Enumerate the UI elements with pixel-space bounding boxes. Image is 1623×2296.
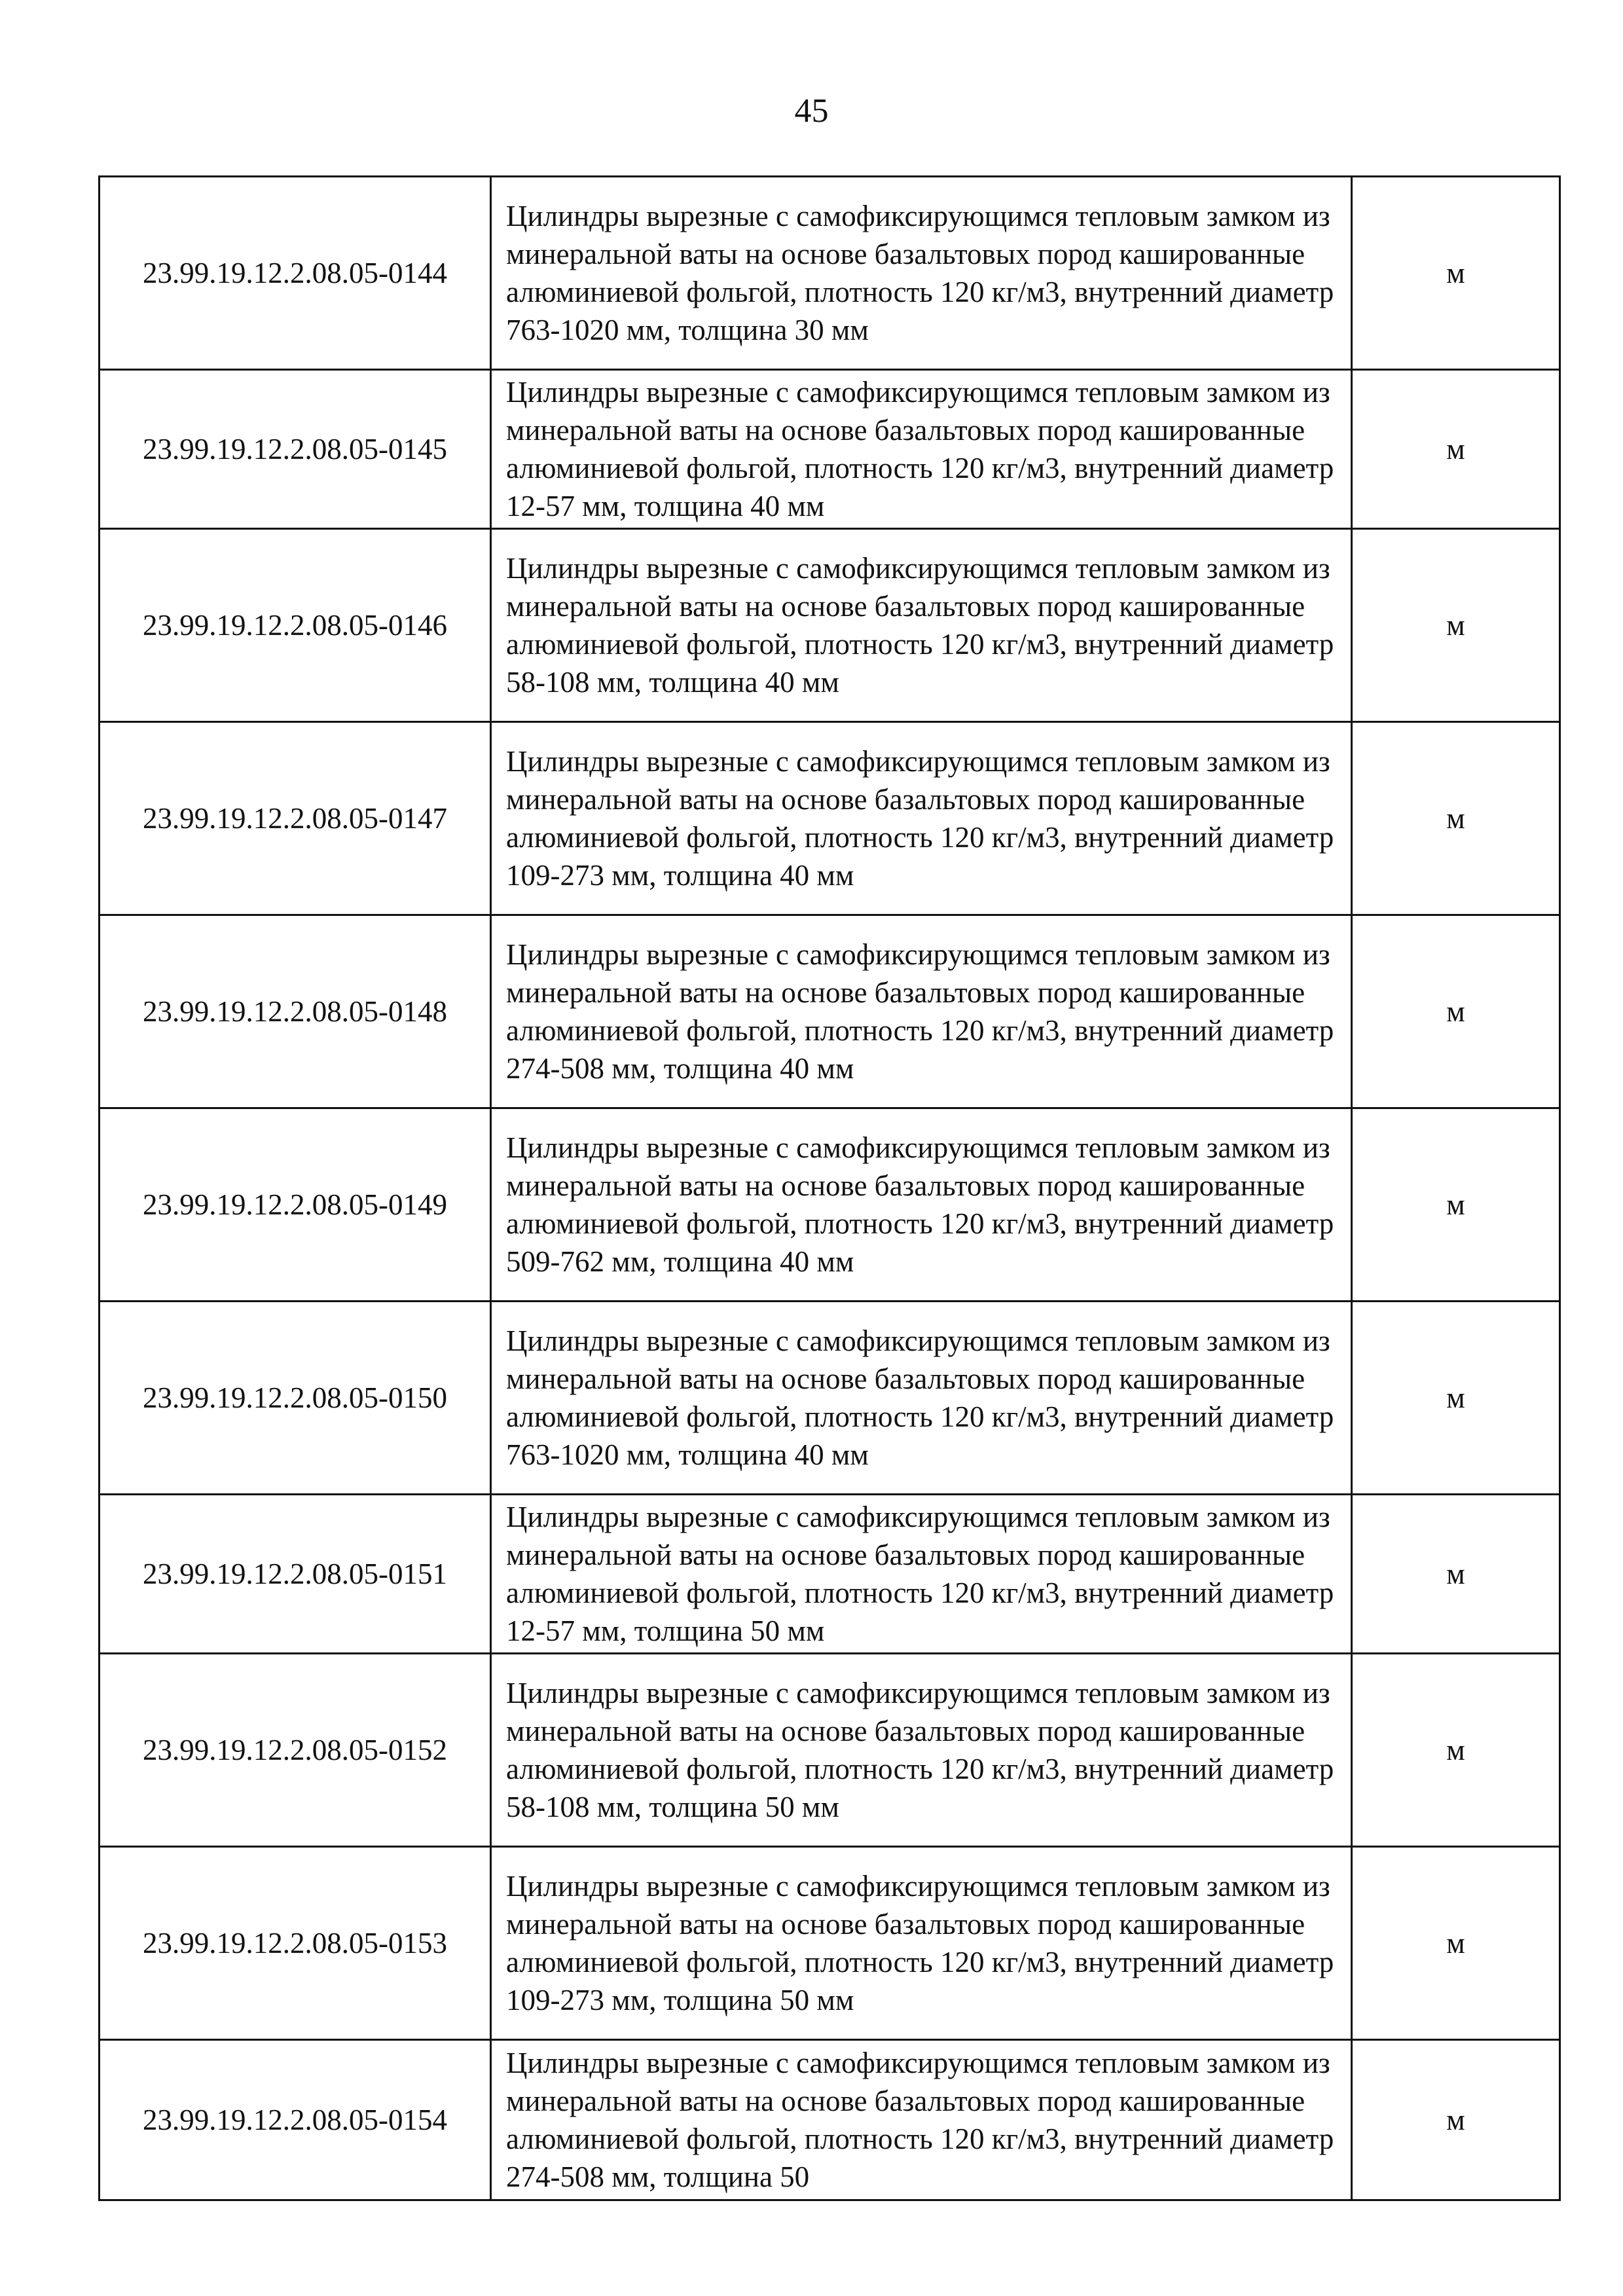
- row-code: 23.99.19.12.2.08.05-0149: [100, 1108, 491, 1302]
- row-code: 23.99.19.12.2.08.05-0151: [100, 1495, 491, 1654]
- row-description: Цилиндры вырезные с самофиксирующимся тепловым замком из минеральной ваты на основе базальтовых пород кашированные алюминиевой фольгой, плотность 120 кг/м3, внутренний диаметр 274-508 мм, толщина 50: [491, 2040, 1352, 2200]
- materials-table: [98, 175, 1561, 2201]
- table-row: [100, 1654, 1560, 1847]
- row-unit: м: [1352, 722, 1560, 915]
- row-code: 23.99.19.12.2.08.05-0154: [100, 2040, 491, 2200]
- table-row: [100, 915, 1560, 1108]
- row-code: 23.99.19.12.2.08.05-0152: [100, 1654, 491, 1847]
- row-description: Цилиндры вырезные с самофиксирующимся тепловым замком из минеральной ваты на основе базальтовых пород кашированные алюминиевой фольгой, плотность 120 кг/м3, внутренний диаметр 763-1020 мм, толщина 30 мм: [491, 177, 1352, 370]
- row-unit: м: [1352, 370, 1560, 529]
- table-row: [100, 1495, 1560, 1654]
- row-description: Цилиндры вырезные с самофиксирующимся тепловым замком из минеральной ваты на основе базальтовых пород кашированные алюминиевой фольгой, плотность 120 кг/м3, внутренний диаметр 763-1020 мм, толщина 40 мм: [491, 1302, 1352, 1495]
- row-unit: м: [1352, 529, 1560, 722]
- row-description: Цилиндры вырезные с самофиксирующимся тепловым замком из минеральной ваты на основе базальтовых пород кашированные алюминиевой фольгой, плотность 120 кг/м3, внутренний диаметр 12-57 мм, толщина 40 мм: [491, 370, 1352, 529]
- table-row: [100, 1302, 1560, 1495]
- row-code: 23.99.19.12.2.08.05-0145: [100, 370, 491, 529]
- table-row: [100, 1847, 1560, 2040]
- table-row: [100, 722, 1560, 915]
- table-row: [100, 2040, 1560, 2200]
- row-code: 23.99.19.12.2.08.05-0147: [100, 722, 491, 915]
- row-description: Цилиндры вырезные с самофиксирующимся тепловым замком из минеральной ваты на основе базальтовых пород кашированные алюминиевой фольгой, плотность 120 кг/м3, внутренний диаметр 109-273 мм, толщина 50 мм: [491, 1847, 1352, 2040]
- row-description: Цилиндры вырезные с самофиксирующимся тепловым замком из минеральной ваты на основе базальтовых пород кашированные алюминиевой фольгой, плотность 120 кг/м3, внутренний диаметр 12-57 мм, толщина 50 мм: [491, 1495, 1352, 1654]
- row-unit: м: [1352, 1302, 1560, 1495]
- row-unit: м: [1352, 915, 1560, 1108]
- row-description: Цилиндры вырезные с самофиксирующимся тепловым замком из минеральной ваты на основе базальтовых пород кашированные алюминиевой фольгой, плотность 120 кг/м3, внутренний диаметр 274-508 мм, толщина 40 мм: [491, 915, 1352, 1108]
- row-code: 23.99.19.12.2.08.05-0146: [100, 529, 491, 722]
- row-description: Цилиндры вырезные с самофиксирующимся тепловым замком из минеральной ваты на основе базальтовых пород кашированные алюминиевой фольгой, плотность 120 кг/м3, внутренний диаметр 58-108 мм, толщина 50 мм: [491, 1654, 1352, 1847]
- row-description: Цилиндры вырезные с самофиксирующимся тепловым замком из минеральной ваты на основе базальтовых пород кашированные алюминиевой фольгой, плотность 120 кг/м3, внутренний диаметр 58-108 мм, толщина 40 мм: [491, 529, 1352, 722]
- row-unit: м: [1352, 1495, 1560, 1654]
- row-description: Цилиндры вырезные с самофиксирующимся тепловым замком из минеральной ваты на основе базальтовых пород кашированные алюминиевой фольгой, плотность 120 кг/м3, внутренний диаметр 109-273 мм, толщина 40 мм: [491, 722, 1352, 915]
- table-row: [100, 1108, 1560, 1302]
- row-code: 23.99.19.12.2.08.05-0148: [100, 915, 491, 1108]
- table-row: [100, 529, 1560, 722]
- table-row: [100, 177, 1560, 370]
- row-description: Цилиндры вырезные с самофиксирующимся тепловым замком из минеральной ваты на основе базальтовых пород кашированные алюминиевой фольгой, плотность 120 кг/м3, внутренний диаметр 509-762 мм, толщина 40 мм: [491, 1108, 1352, 1302]
- row-unit: м: [1352, 2040, 1560, 2200]
- row-unit: м: [1352, 1654, 1560, 1847]
- row-unit: м: [1352, 1847, 1560, 2040]
- table-row: [100, 370, 1560, 529]
- page-number: 45: [794, 92, 829, 130]
- row-code: 23.99.19.12.2.08.05-0144: [100, 177, 491, 370]
- row-unit: м: [1352, 177, 1560, 370]
- row-code: 23.99.19.12.2.08.05-0150: [100, 1302, 491, 1495]
- row-code: 23.99.19.12.2.08.05-0153: [100, 1847, 491, 2040]
- row-unit: м: [1352, 1108, 1560, 1302]
